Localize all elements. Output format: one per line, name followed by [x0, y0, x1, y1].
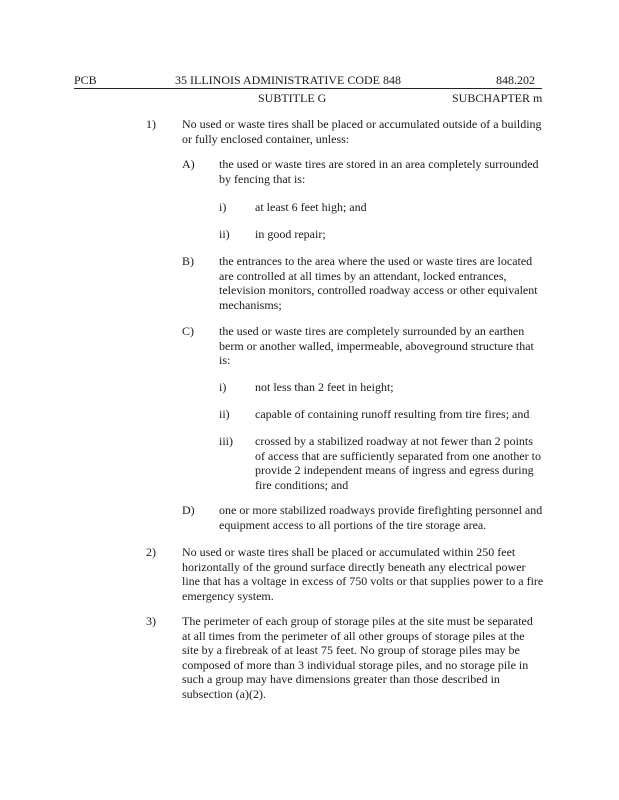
item-text: capable of containing runoff resulting from tire fires; and	[255, 407, 530, 421]
item-label: 1)	[146, 117, 156, 131]
header-left: PCB	[74, 73, 97, 87]
item-text: crossed by a stabilized roadway at not fewer than 2 points of access that are sufficiently separated from one another to provide 2 independent means of ingress and egress during fire conditions; and	[255, 434, 541, 492]
item-text: one or more stabilized roadways provide firefighting personnel and equipment access to all portions of the tire storage area.	[219, 503, 543, 532]
header-subchapter: SUBCHAPTER m	[452, 91, 543, 105]
item-label: A)	[182, 157, 195, 171]
item-label: D)	[182, 503, 195, 517]
item-label: ii)	[219, 227, 230, 241]
item-label: i)	[219, 380, 227, 394]
item-text: the entrances to the area where the used or waste tires are located are controlled at all times by an attendant, locked entrances, television monitors, controlled roadway access or other equivalent mechanisms;	[219, 254, 538, 312]
item-label: 3)	[146, 614, 156, 628]
item-label: i)	[219, 200, 227, 214]
item-text: the used or waste tires are completely surrounded by an earthen berm or another walled, impermeable, aboveground structure that is:	[219, 324, 534, 368]
item-label: ii)	[219, 407, 230, 421]
header-section-number: 848.202	[496, 73, 535, 87]
item-text: at least 6 feet high; and	[255, 200, 367, 214]
item-text: The perimeter of each group of storage piles at the site must be separated at all times from the perimeter of all other groups of storage piles at the site by a firebreak of at least 75 feet. No group of storage piles may be composed of more than 3 individual storage piles, and no storage pile in such a group may have dimensions greater than those described in subsection (a)(2).	[182, 614, 533, 701]
item-label: C)	[182, 324, 194, 338]
item-label: iii)	[219, 434, 233, 448]
item-text: in good repair;	[255, 227, 326, 241]
item-text: No used or waste tires shall be placed or accumulated within 250 feet horizontally of the ground surface directly beneath any electrical power line that has a voltage in excess of 750 volts or that supplies power to a fire emergency system.	[182, 545, 544, 603]
header-rule	[74, 88, 542, 89]
item-label: 2)	[146, 545, 156, 559]
item-text: not less than 2 feet in height;	[255, 380, 394, 394]
item-text: No used or waste tires shall be placed or accumulated outside of a building or fully enclosed container, unless:	[182, 117, 542, 146]
item-text: the used or waste tires are stored in an area completely surrounded by fencing that is:	[219, 157, 539, 186]
item-label: B)	[182, 254, 194, 268]
header-subtitle: SUBTITLE G	[258, 91, 327, 105]
header-code-title: 35 ILLINOIS ADMINISTRATIVE CODE 848	[175, 73, 401, 87]
